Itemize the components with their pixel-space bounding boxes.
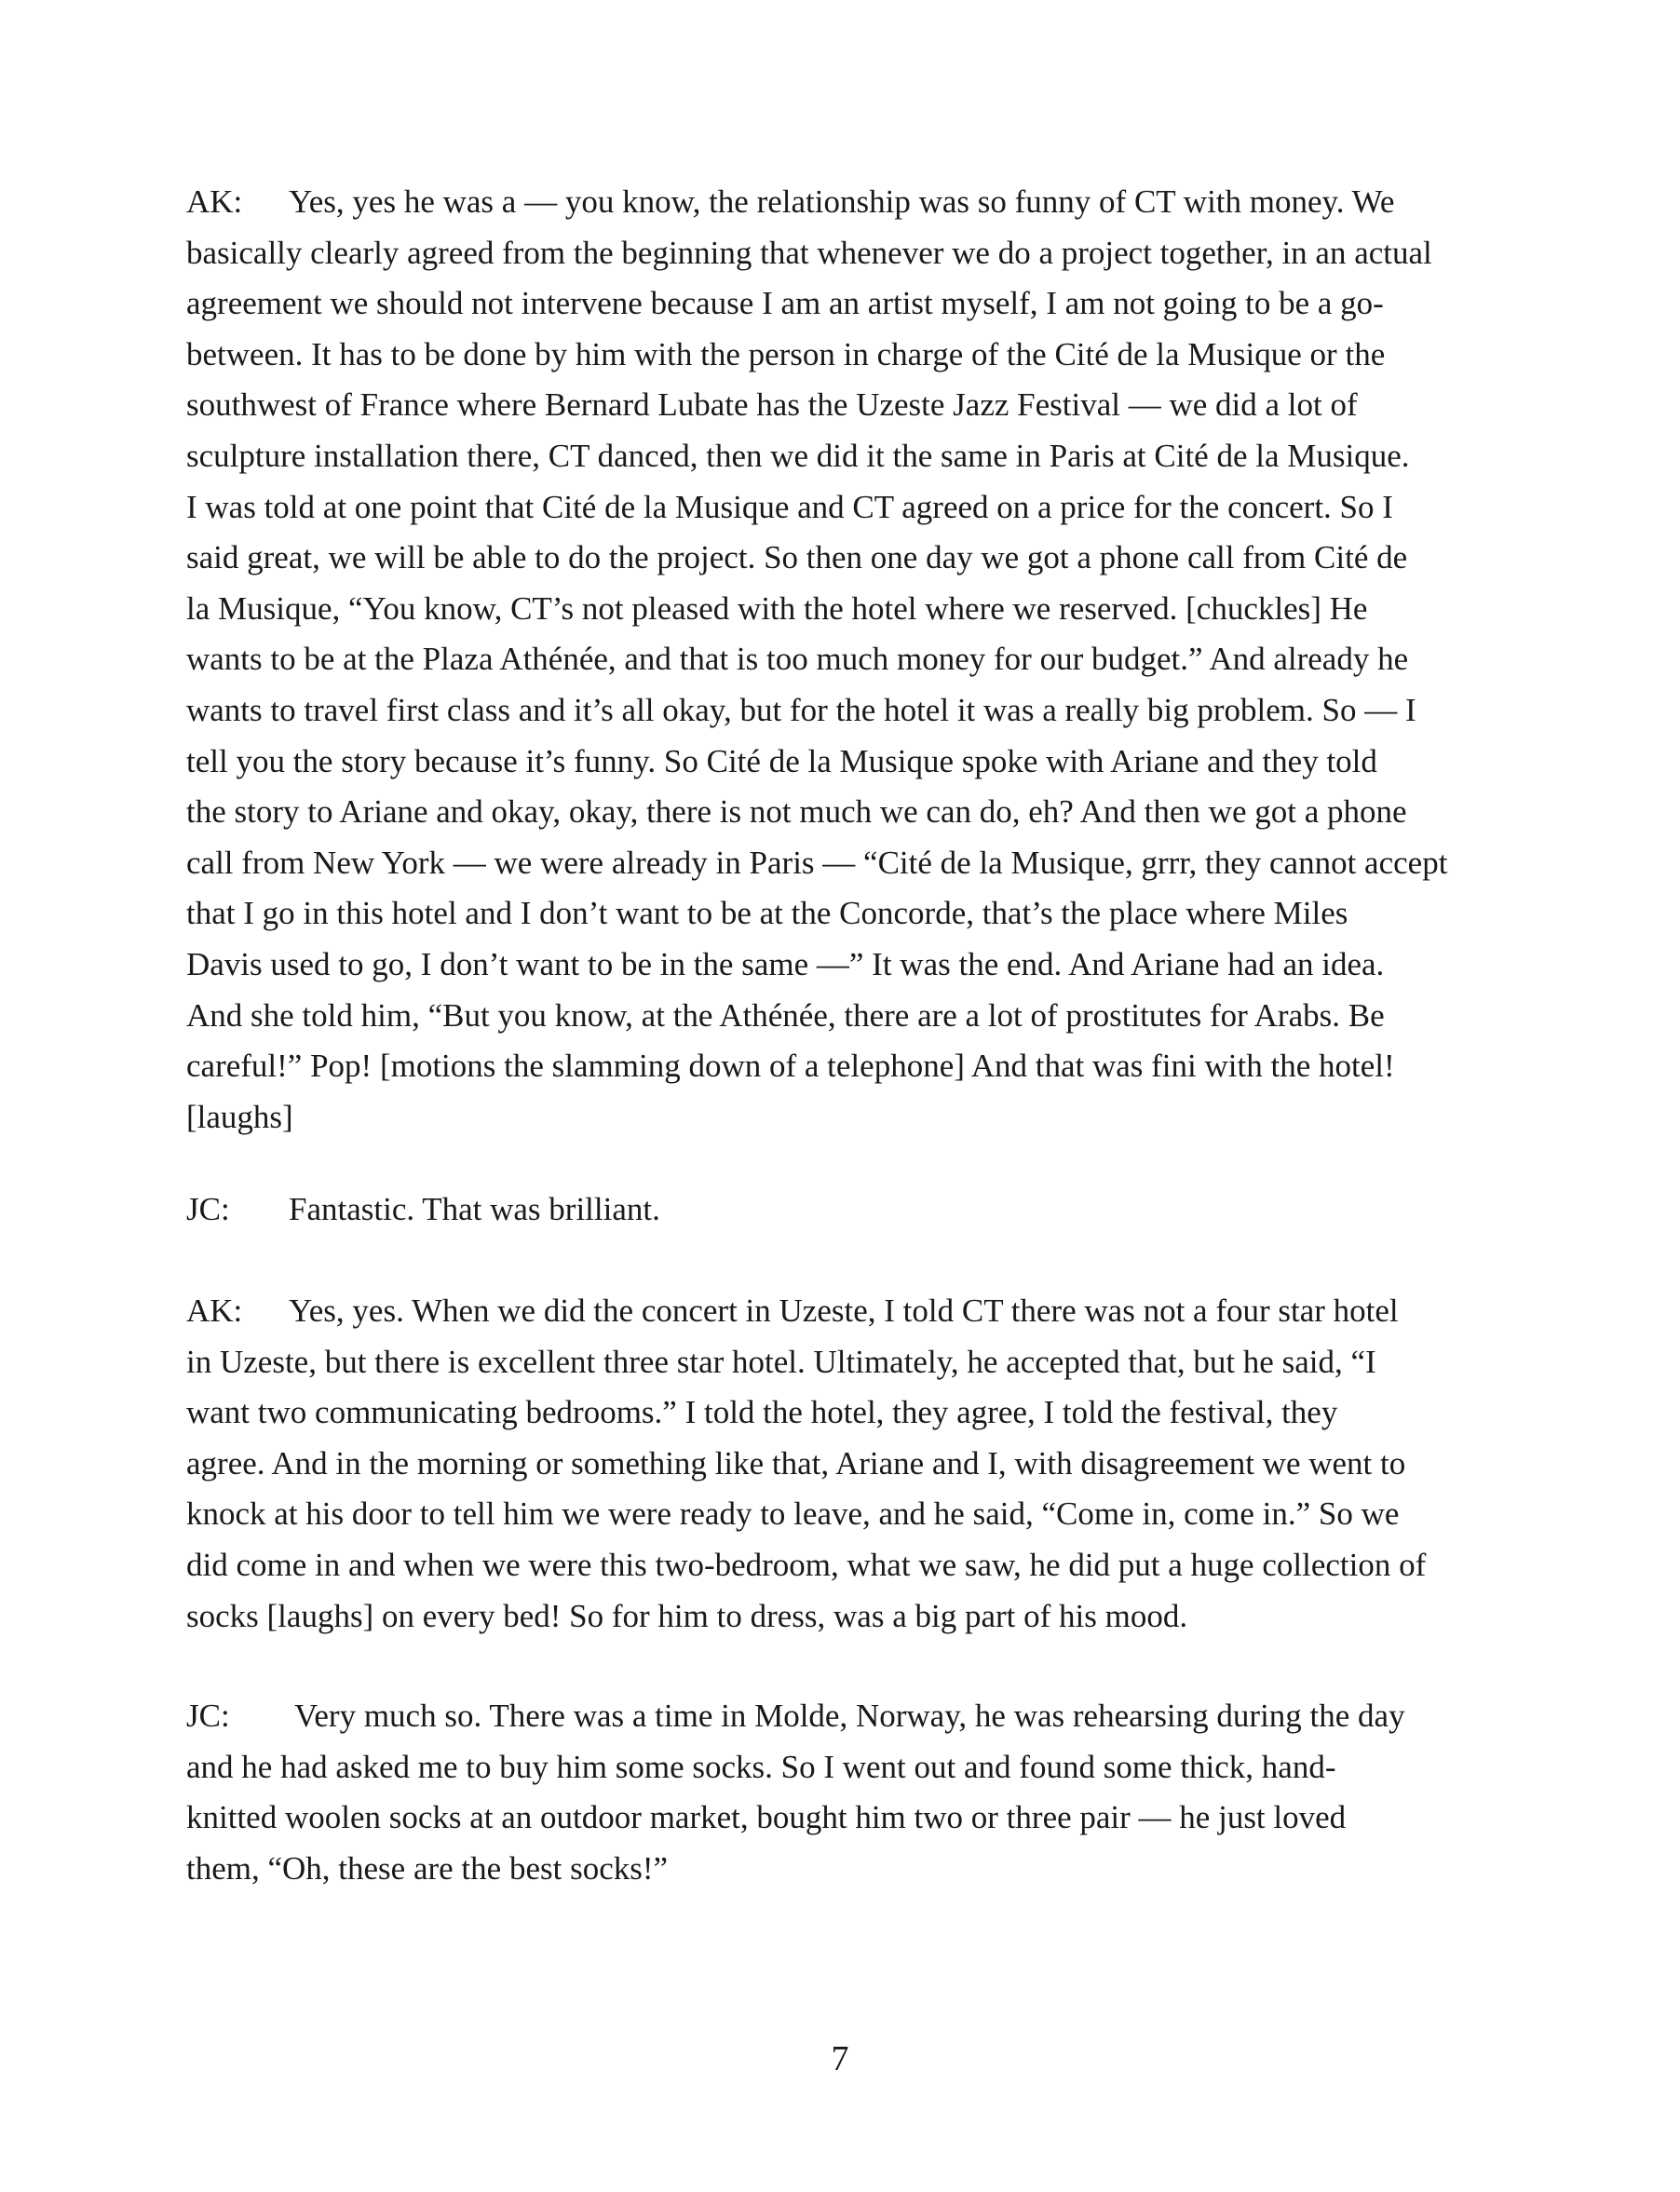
text-line: knock at his door to tell him we were ready to leave, and he said, “Come in, come in.” So we [186,1495,1400,1533]
text-line: Davis used to go, I don’t want to be in the same —” It was the end. And Ariane had an idea. [186,945,1385,982]
text-line: and he had asked me to buy him some socks. So I went out and found some thick, hand- [186,1748,1336,1785]
text-line: southwest of France where Bernard Lubate has the Uzeste Jazz Festival — we did a lot of [186,386,1358,424]
text-line: tell you the story because it’s funny. So Cité de la Musique spoke with Ariane and they told [186,742,1377,779]
text-line: knitted woolen socks at an outdoor market, bought him two or three pair — he just loved [186,1799,1347,1836]
text-line: socks [laughs] on every bed! So for him to dress, was a big part of his mood. [186,1597,1188,1634]
text-line: AK: Yes, yes. When we did the concert in Uzeste, I told CT there was not a four star hotel [186,1286,1497,1337]
speaker-label: AK: [186,1292,243,1329]
text-line: sculpture installation there, CT danced, then we did it the same in Paris at Cité de la Musique. [186,437,1410,474]
text-line: careful!” Pop! [motions the slamming down of a telephone] And that was fini with the hotel! [186,1048,1395,1085]
paragraph-jc-1 [186,1184,1497,1236]
text-line: the story to Ariane and okay, okay, there is not much we can do, eh? And then we got a phone [186,793,1407,831]
speaker-label: AK: [186,183,243,220]
text-line: basically clearly agreed from the beginning that whenever we do a project together, in an actual [186,234,1432,271]
text-line: agreement we should not intervene because I am an artist myself, I am not going to be a go- [186,285,1384,322]
text-line: between. It has to be done by him with the person in charge of the Cité de la Musique or the [186,335,1386,372]
paragraph-ak-2 [186,1286,1497,1642]
text-line: wants to travel first class and it’s all okay, but for the hotel it was a really big problem. So — I [186,691,1416,728]
text-line: [laughs] [186,1098,293,1135]
text-line: AK: Yes, yes he was a — you know, the relationship was so funny of CT with money. We [186,177,1497,228]
text-line: wants to be at the Plaza Athénée, and that is too much money for our budget.” And already he [186,641,1409,678]
text-line: that I go in this hotel and I don’t want to be at the Concorde, that’s the place where Miles [186,895,1348,932]
paragraph-ak-1 [186,177,1497,1143]
speaker-label: JC: [186,1698,230,1734]
text-line: JC: Fantastic. That was brilliant. [186,1184,1497,1236]
text-line: in Uzeste, but there is excellent three star hotel. Ultimately, he accepted that, but he said, “I [186,1343,1376,1380]
text-line: la Musique, “You know, CT’s not pleased with the hotel where we reserved. [chuckles] He [186,589,1368,627]
text-line: them, “Oh, these are the best socks!” [186,1849,669,1887]
text-line: I was told at one point that Cité de la Musique and CT agreed on a price for the concert. So I [186,488,1393,525]
text-line: did come in and when we were this two-bedroom, what we saw, he did put a huge collection of [186,1546,1427,1583]
paragraph-jc-2 [186,1691,1497,1894]
speaker-label: JC: [186,1191,230,1227]
text-line: And she told him, “But you know, at the Athénée, there are a lot of prostitutes for Arabs. Be [186,996,1385,1034]
text-line: want two communicating bedrooms.” I told the hotel, they agree, I told the festival, they [186,1394,1338,1431]
page-number: 7 [831,2039,849,2078]
text-line: JC: Very much so. There was a time in Molde, Norway, he was rehearsing during the day [186,1691,1497,1742]
text-line: call from New York — we were already in Paris — “Cité de la Musique, grrr, they cannot accept [186,844,1448,881]
text-line: agree. And in the morning or something like that, Ariane and I, with disagreement we went to [186,1444,1406,1482]
text-line: said great, we will be able to do the project. So then one day we got a phone call from Cité de [186,539,1408,576]
